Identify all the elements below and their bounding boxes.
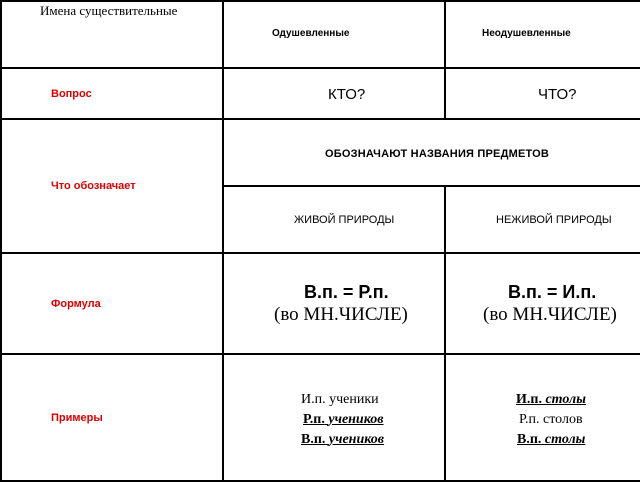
question-animate: КТО? — [328, 86, 366, 103]
formula-animate-cell — [223, 253, 445, 354]
example-inanimate-row: В.п. столы — [517, 432, 586, 447]
meaning-row-top — [1, 119, 640, 186]
header-inanimate-cell — [445, 1, 640, 68]
example-animate-row: Р.п. учеников — [303, 412, 384, 427]
formula-animate-line1: В.п. = Р.п. — [304, 282, 389, 302]
meaning-animate-cell — [223, 186, 445, 253]
formula-animate-line2: (во МН.ЧИСЛЕ) — [274, 304, 408, 325]
formula-inanimate-line2: (во МН.ЧИСЛЕ) — [483, 304, 617, 325]
examples-animate-cell — [223, 354, 445, 481]
question-inanimate-cell — [445, 68, 640, 119]
examples-label-cell — [1, 354, 223, 481]
header-title-cell — [1, 1, 223, 68]
formula-label-cell — [1, 253, 223, 354]
meaning-inanimate-cell — [445, 186, 640, 253]
example-inanimate-row: Р.п. столов — [519, 412, 583, 427]
meaning-inanimate: НЕЖИВОЙ ПРИРОДЫ — [496, 214, 612, 226]
example-animate-row: И.п. ученики — [301, 392, 379, 407]
column-header-animate: Одушевленные — [272, 28, 350, 39]
column-header-inanimate: Неодушевленные — [482, 28, 571, 39]
example-inanimate-row: И.п. столы — [516, 392, 586, 407]
question-inanimate: ЧТО? — [538, 86, 577, 103]
question-row — [1, 68, 640, 119]
formula-row — [1, 253, 640, 354]
table-title: Имена существительные — [40, 3, 178, 18]
row-label-question: Вопрос — [51, 88, 92, 100]
meaning-animate: ЖИВОЙ ПРИРОДЫ — [294, 214, 395, 226]
question-animate-cell — [223, 68, 445, 119]
header-animate-cell — [223, 1, 445, 68]
row-label-examples: Примеры — [51, 412, 103, 424]
meaning-merged-cell — [223, 119, 640, 186]
question-label-cell — [1, 68, 223, 119]
examples-row — [1, 354, 640, 481]
formula-inanimate-cell — [445, 253, 640, 354]
meaning-merged: ОБОЗНАЧАЮТ НАЗВАНИЯ ПРЕДМЕТОВ — [325, 148, 550, 160]
meaning-label-cell — [1, 119, 223, 253]
examples-inanimate-list — [516, 390, 586, 450]
row-label-formula: Формула — [51, 298, 101, 310]
examples-inanimate-cell — [445, 354, 640, 481]
header-row — [1, 1, 640, 68]
formula-inanimate-line1: В.п. = И.п. — [508, 282, 597, 302]
examples-animate-list — [301, 390, 384, 450]
example-animate-row: В.п. учеников — [301, 432, 385, 447]
row-label-meaning: Что обозначает — [51, 180, 136, 192]
